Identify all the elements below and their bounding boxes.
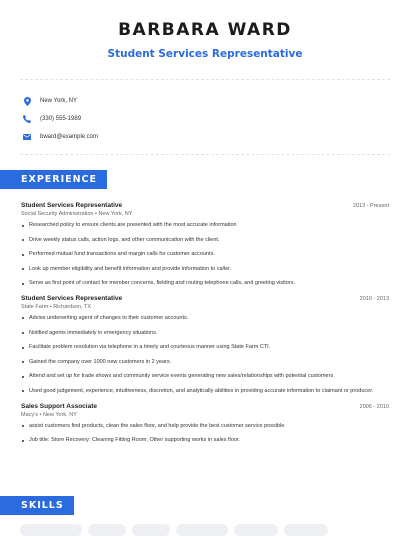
phone-text: (330) 555-1989 (40, 116, 82, 122)
job-title: Student Services Representative (21, 294, 123, 302)
skill-chip (88, 524, 126, 536)
job-entry (0, 202, 410, 287)
candidate-title: Student Services Representative (107, 48, 303, 60)
bullet-item: Researched policy to ensure clients are presented with the most accurate information (21, 222, 389, 229)
bullet-item: Look up member eligibility and benefit information and provide information to caller. (21, 266, 389, 273)
job-title: Sales Support Associate (21, 402, 97, 410)
bullet-item: Notified agents immediately in emergency situations. (21, 330, 389, 337)
experience-heading: EXPERIENCE (0, 170, 107, 189)
bullet-item: Job title: Store Recovery: Cleaning Fitting Room; Other supporting works in sales floor. (21, 437, 389, 444)
job-bullets (21, 222, 389, 287)
contact-location (22, 92, 410, 110)
job-company: State Farm (21, 303, 49, 310)
job-location: Richardson, TX (53, 303, 91, 310)
skill-chips (20, 524, 328, 536)
phone-icon (22, 114, 32, 124)
bullet-item: assist customers find products, clean the sales floor, and help provide the best customer service possible. (21, 423, 389, 430)
skill-chip (234, 524, 278, 536)
job-bullets (21, 423, 389, 445)
bullet-item: Advise underwriting agent of changes to their customer accounts. (21, 315, 389, 322)
job-entry (0, 295, 410, 395)
bullet-item: Performed mutual fund transactions and margin calls for customer accounts. (21, 251, 389, 258)
bullet-item: Drive weekly status calls, action logs, and other communication with the client. (21, 237, 389, 244)
skill-chip (20, 524, 82, 536)
email-text: bward@example.com (40, 134, 99, 140)
skills-section (0, 495, 74, 515)
email-icon (22, 132, 32, 142)
job-company-location: Social Security Administration • New York, NY (21, 211, 133, 217)
skill-chip (176, 524, 228, 536)
job-dates: 2010 - 2013 (359, 295, 389, 302)
bullet-item: Serve as first point of contact for member concerns, fielding and routing telephone calls, and greeting visitors. (21, 280, 389, 287)
skill-chip (284, 524, 328, 536)
job-bullets (21, 315, 389, 395)
job-company: Macy's (21, 411, 38, 418)
job-dates: 2013 - Present (352, 203, 389, 209)
map-pin-icon (22, 96, 32, 106)
experience-section (0, 169, 410, 444)
candidate-name: BARBARA WARD (118, 20, 292, 40)
location-text: New York, NY (40, 98, 78, 104)
job-company-location: State Farm • Richardson, TX (21, 303, 91, 310)
job-entry (0, 403, 410, 445)
contact-email (22, 128, 410, 146)
bullet-item: Used good judgement, experience, intuitiveness, discretion, and analytically abilities in providing accurate information to claimant or producer. (21, 388, 389, 395)
resume-header (0, 0, 410, 60)
job-company-location: Macy's • New York, NY (21, 411, 77, 418)
job-location: New York, NY (42, 411, 77, 418)
bullet-item: Attend and set up for trade shows and community service events generating new sales/relationships with potential customers (21, 373, 389, 380)
bullet-item: Gained the company over 1000 new customers in 2 years. (21, 359, 389, 366)
contact-list (0, 80, 410, 154)
skills-heading: SKILLS (0, 496, 74, 515)
job-company: Social Security Administration (21, 211, 94, 217)
job-dates: 2006 - 2010 (359, 403, 389, 410)
bullet-item: Facilitate problem resolution via telephone in a timely and courteous manner using State Farm CTI. (21, 344, 389, 351)
divider (20, 154, 390, 155)
job-location: New York, NY (98, 211, 133, 217)
skill-chip (132, 524, 170, 536)
job-title: Student Services Representative (21, 202, 123, 209)
contact-phone (22, 110, 410, 128)
